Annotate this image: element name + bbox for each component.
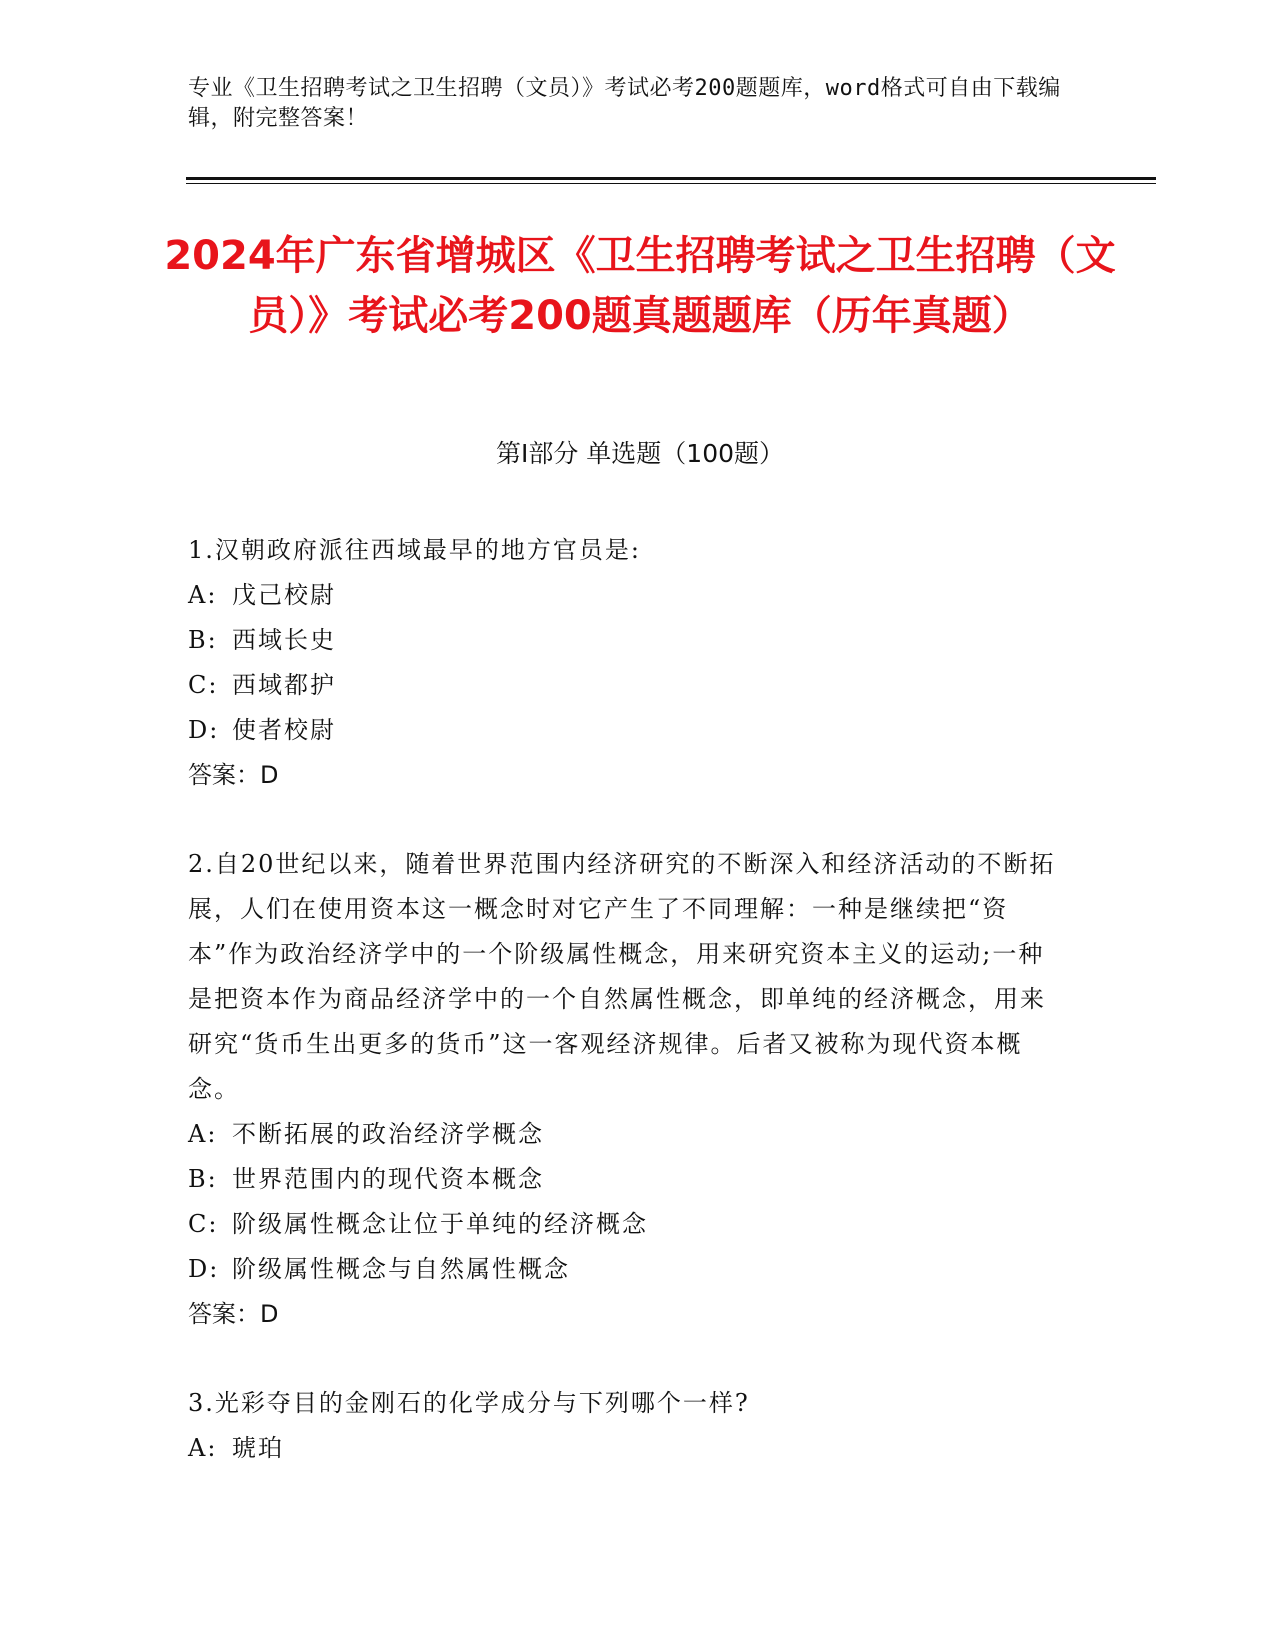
- main-title: 2024年广东省增城区《卫生招聘考试之卫生招聘（文员）》考试必考200题真题题库（历年真题）: [164, 233, 1116, 339]
- option-text: 世界范围内的现代资本概念: [232, 1165, 544, 1193]
- option-text: 使者校尉: [232, 716, 336, 744]
- option-text: 西域长史: [232, 626, 336, 654]
- question-2: [188, 842, 1068, 1337]
- option-key: B:: [188, 1165, 218, 1193]
- option-key: C:: [188, 671, 219, 699]
- section-title: 第I部分 单选题（100题）: [495, 439, 785, 468]
- option-text: 不断拓展的政治经济学概念: [232, 1120, 544, 1148]
- question-3: [188, 1381, 1068, 1471]
- question-stem: 1.汉朝政府派往西域最早的地方官员是:: [188, 536, 641, 564]
- header-note: 专业《卫生招聘考试之卫生招聘（文员）》考试必考200题题库，word格式可自由下载编辑，附完整答案！: [188, 76, 1061, 131]
- option-b: [188, 618, 1068, 663]
- option-a: [188, 1426, 1068, 1471]
- option-text: 阶级属性概念让位于单纯的经济概念: [232, 1210, 648, 1238]
- option-d: [188, 1247, 1068, 1292]
- option-key: B:: [188, 626, 218, 654]
- question-stem: 3.光彩夺目的金刚石的化学成分与下列哪个一样?: [188, 1389, 750, 1417]
- option-b: [188, 1157, 1068, 1202]
- option-key: D:: [188, 716, 220, 744]
- header-rule-thick: [186, 177, 1156, 180]
- option-key: A:: [188, 1434, 218, 1462]
- option-key: A:: [188, 581, 218, 609]
- header-rule-thin: [186, 183, 1156, 184]
- answer-line: 答案：D: [188, 1300, 279, 1328]
- option-text: 阶级属性概念与自然属性概念: [232, 1255, 570, 1283]
- option-a: [188, 573, 1068, 618]
- option-d: [188, 708, 1068, 753]
- option-key: D:: [188, 1255, 220, 1283]
- option-c: [188, 1202, 1068, 1247]
- option-c: [188, 663, 1068, 708]
- option-key: C:: [188, 1210, 219, 1238]
- answer-line: 答案：D: [188, 761, 279, 789]
- option-key: A:: [188, 1120, 218, 1148]
- question-1: [188, 528, 1068, 798]
- option-text: 西域都护: [232, 671, 336, 699]
- option-text: 琥珀: [232, 1434, 284, 1462]
- question-stem: 2.自20世纪以来，随着世界范围内经济研究的不断深入和经济活动的不断拓展，人们在使用资本这一概念时对它产生了不同理解：一种是继续把“资本”作为政治经济学中的一个阶级属性概念，用来研究资本主义的运动;一种是把资本作为商品经济学中的一个自然属性概念，即单纯的经济概念，用来研究“货币生出更多的货币”这一客观经济规律。后者又被称为现代资本概念。: [188, 850, 1056, 1103]
- option-a: [188, 1112, 1068, 1157]
- question-list: [188, 528, 1068, 1515]
- option-text: 戊己校尉: [232, 581, 336, 609]
